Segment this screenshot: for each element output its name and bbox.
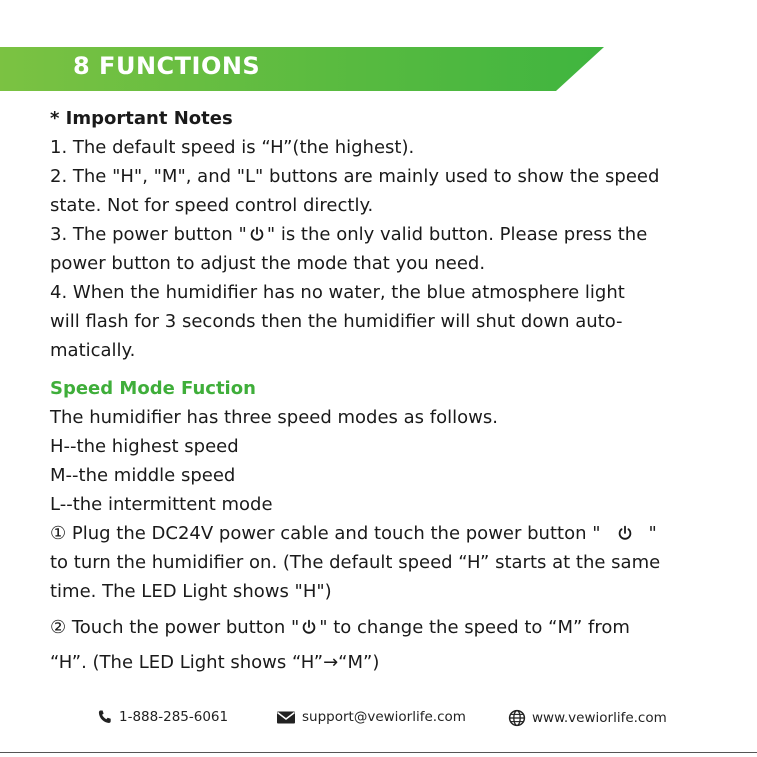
note-line-2: 2. The "H", "M", and "L" buttons are mainly used to show the speed bbox=[50, 166, 660, 187]
note-line-3: state. Not for speed control directly. bbox=[50, 195, 374, 216]
speed-m: M--the middle speed bbox=[50, 465, 236, 486]
power-icon bbox=[249, 226, 265, 242]
section-title: 8 FUNCTIONS bbox=[73, 52, 261, 80]
step-1-start: ① Plug the DC24V power cable and touch the power button " bbox=[50, 523, 601, 544]
speed-l: L--the intermittent mode bbox=[50, 494, 273, 515]
note-line-1: 1. The default speed is “H”(the highest). bbox=[50, 137, 415, 158]
note-line-4-end: " is the only valid button. Please press the bbox=[266, 224, 648, 245]
note-line-4 bbox=[50, 224, 647, 246]
footer-email[interactable] bbox=[276, 709, 466, 725]
power-icon bbox=[617, 525, 633, 541]
globe-icon bbox=[508, 709, 526, 727]
email-address: support@vewiorlife.com bbox=[302, 709, 466, 725]
footer-phone[interactable] bbox=[97, 709, 228, 725]
note-line-4-start: 3. The power button " bbox=[50, 224, 247, 245]
note-line-7: will flash for 3 seconds then the humidifier will shut down auto- bbox=[50, 311, 623, 332]
speed-heading: Speed Mode Fuction bbox=[50, 378, 256, 399]
step-2-end: " to change the speed to “M” from bbox=[319, 617, 630, 638]
note-line-5: power button to adjust the mode that you need. bbox=[50, 253, 486, 274]
footer-website[interactable] bbox=[508, 709, 667, 727]
step-1-line-3: time. The LED Light shows "H") bbox=[50, 581, 332, 602]
step-1-line-2: to turn the humidifier on. (The default speed “H” starts at the same bbox=[50, 552, 661, 573]
step-2-line-2: “H”. (The LED Light shows “H”→“M”) bbox=[50, 652, 380, 673]
mail-icon bbox=[276, 710, 296, 725]
note-line-8: matically. bbox=[50, 340, 136, 361]
phone-icon bbox=[97, 709, 113, 725]
website-url: www.vewiorlife.com bbox=[532, 710, 667, 726]
power-icon bbox=[301, 619, 317, 635]
note-line-6: 4. When the humidifier has no water, the blue atmosphere light bbox=[50, 282, 625, 303]
step-2-start: ② Touch the power button " bbox=[50, 617, 300, 638]
notes-heading: * Important Notes bbox=[50, 108, 233, 129]
speed-h: H--the highest speed bbox=[50, 436, 239, 457]
phone-number: 1-888-285-6061 bbox=[119, 709, 229, 725]
step-1-line-1 bbox=[50, 523, 657, 545]
speed-intro: The humidifier has three speed modes as follows. bbox=[50, 407, 498, 428]
step-1-quote: " bbox=[648, 523, 657, 544]
step-2-line-1 bbox=[50, 617, 630, 639]
bottom-divider bbox=[0, 752, 757, 753]
